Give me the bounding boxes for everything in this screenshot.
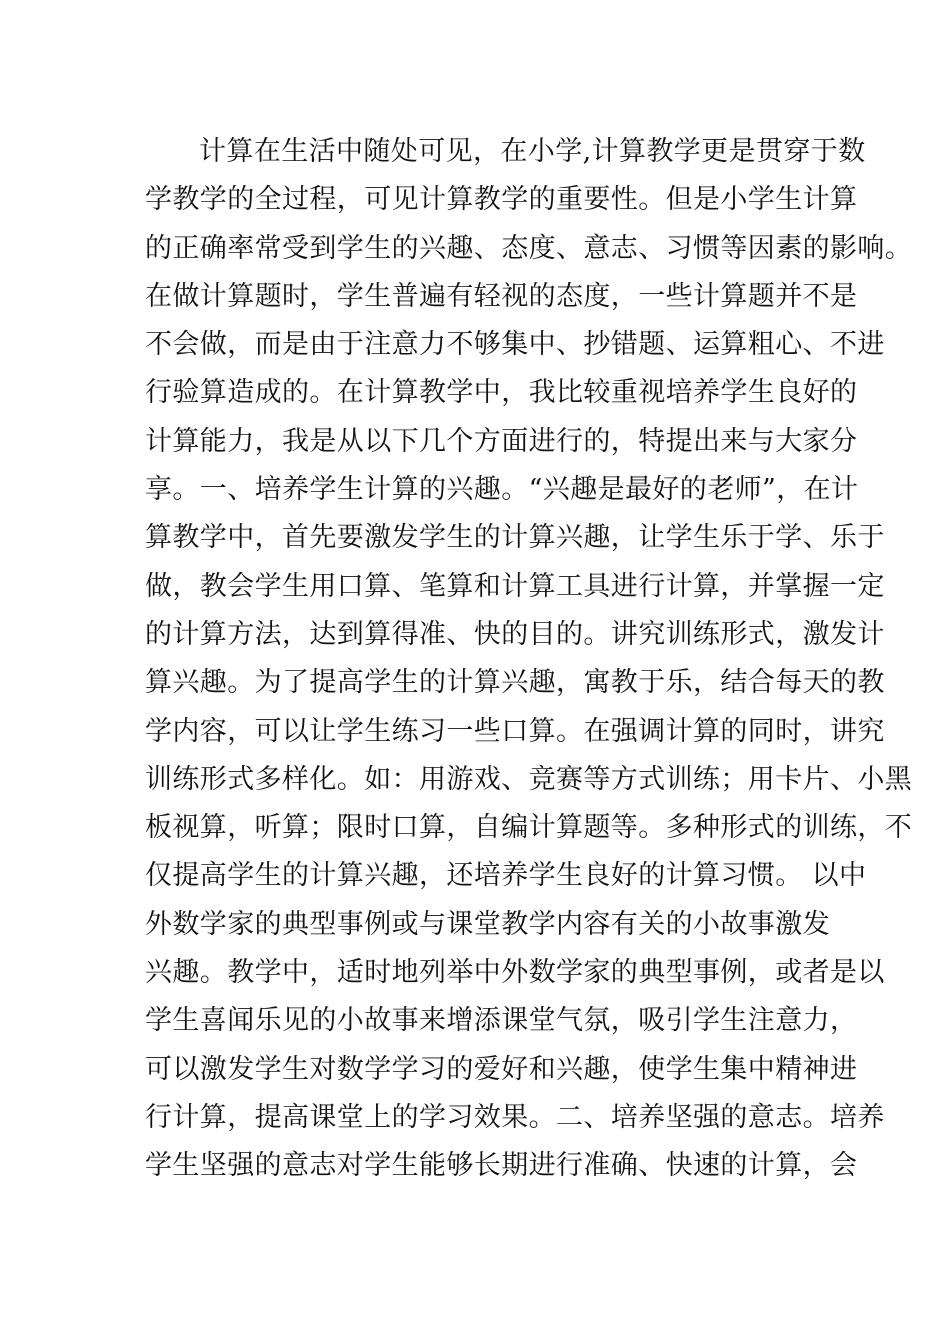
- text-line: 学生喜闻乐见的小故事来增添课堂气氛，吸引学生注意力，: [145, 1005, 858, 1037]
- text-line: 可以激发学生对数学学习的爱好和兴趣，使学生集中精神进: [145, 1053, 858, 1085]
- text-line: 仅提高学生的计算兴趣，还培养学生良好的计算习惯。 以中: [145, 860, 867, 892]
- text-line: 在做计算题时，学生普遍有轻视的态度，一些计算题并不是: [145, 280, 858, 312]
- text-line: 的正确率常受到学生的兴趣、态度、意志、习惯等因素的影响。: [145, 232, 913, 264]
- text-line: 不会做，而是由于注意力不够集中、抄错题、运算粗心、不进: [145, 329, 885, 361]
- text-line: 兴趣。教学中，适时地列举中外数学家的典型事例，或者是以: [145, 957, 885, 989]
- text-line: 外数学家的典型事例或与课堂教学内容有关的小故事激发: [145, 908, 830, 940]
- text-line: 学生坚强的意志对学生能够长期进行准确、快速的计算，会: [145, 1150, 858, 1182]
- text-line: 行计算，提高课堂上的学习效果。二、培养坚强的意志。培养: [145, 1101, 885, 1133]
- text-line: 享。一、培养学生计算的兴趣。“兴趣是最好的老师”，在计: [145, 474, 859, 506]
- text-line: 做，教会学生用口算、笔算和计算工具进行计算，并掌握一定: [145, 570, 885, 602]
- text-line: 算兴趣。为了提高学生的计算兴趣，寓教于乐，结合每天的教: [145, 667, 885, 699]
- text-line: 学教学的全过程，可见计算教学的重要性。但是小学生计算: [145, 184, 858, 216]
- text-line: 学内容，可以让学生练习一些口算。在强调计算的同时，讲究: [145, 715, 885, 747]
- text-line: 计算在生活中随处可见，在小学,计算教学更是贯穿于数: [199, 136, 866, 167]
- text-line: 板视算，听算；限时口算，自编计算题等。多种形式的训练，不: [145, 812, 913, 844]
- text-line: 训练形式多样化。如：用游戏、竞赛等方式训练；用卡片、小黑: [145, 763, 913, 795]
- text-line: 计算能力，我是从以下几个方面进行的，特提出来与大家分: [145, 425, 858, 457]
- text-line: 的计算方法，达到算得准、快的目的。讲究训练形式，激发计: [145, 618, 885, 650]
- body-paragraph: [145, 128, 913, 1191]
- text-line: 行验算造成的。在计算教学中，我比较重视培养学生良好的: [145, 377, 858, 409]
- text-line: 算教学中，首先要激发学生的计算兴趣，让学生乐于学、乐于: [145, 522, 885, 554]
